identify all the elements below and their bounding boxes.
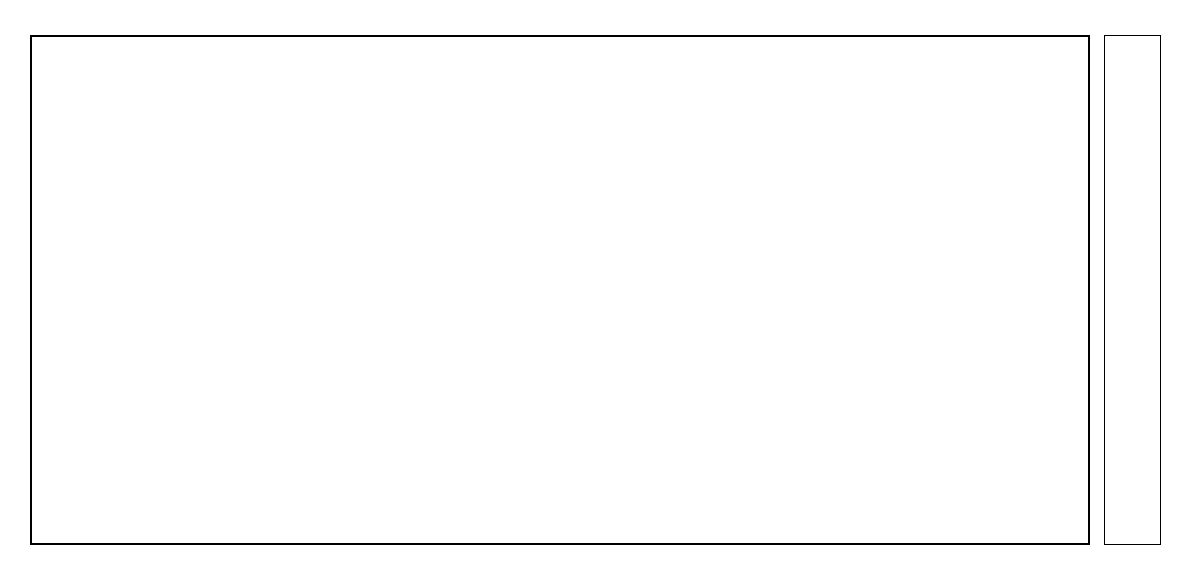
heatmap-grid bbox=[30, 35, 1090, 545]
colorbar bbox=[1104, 35, 1161, 545]
y-axis bbox=[0, 35, 26, 545]
